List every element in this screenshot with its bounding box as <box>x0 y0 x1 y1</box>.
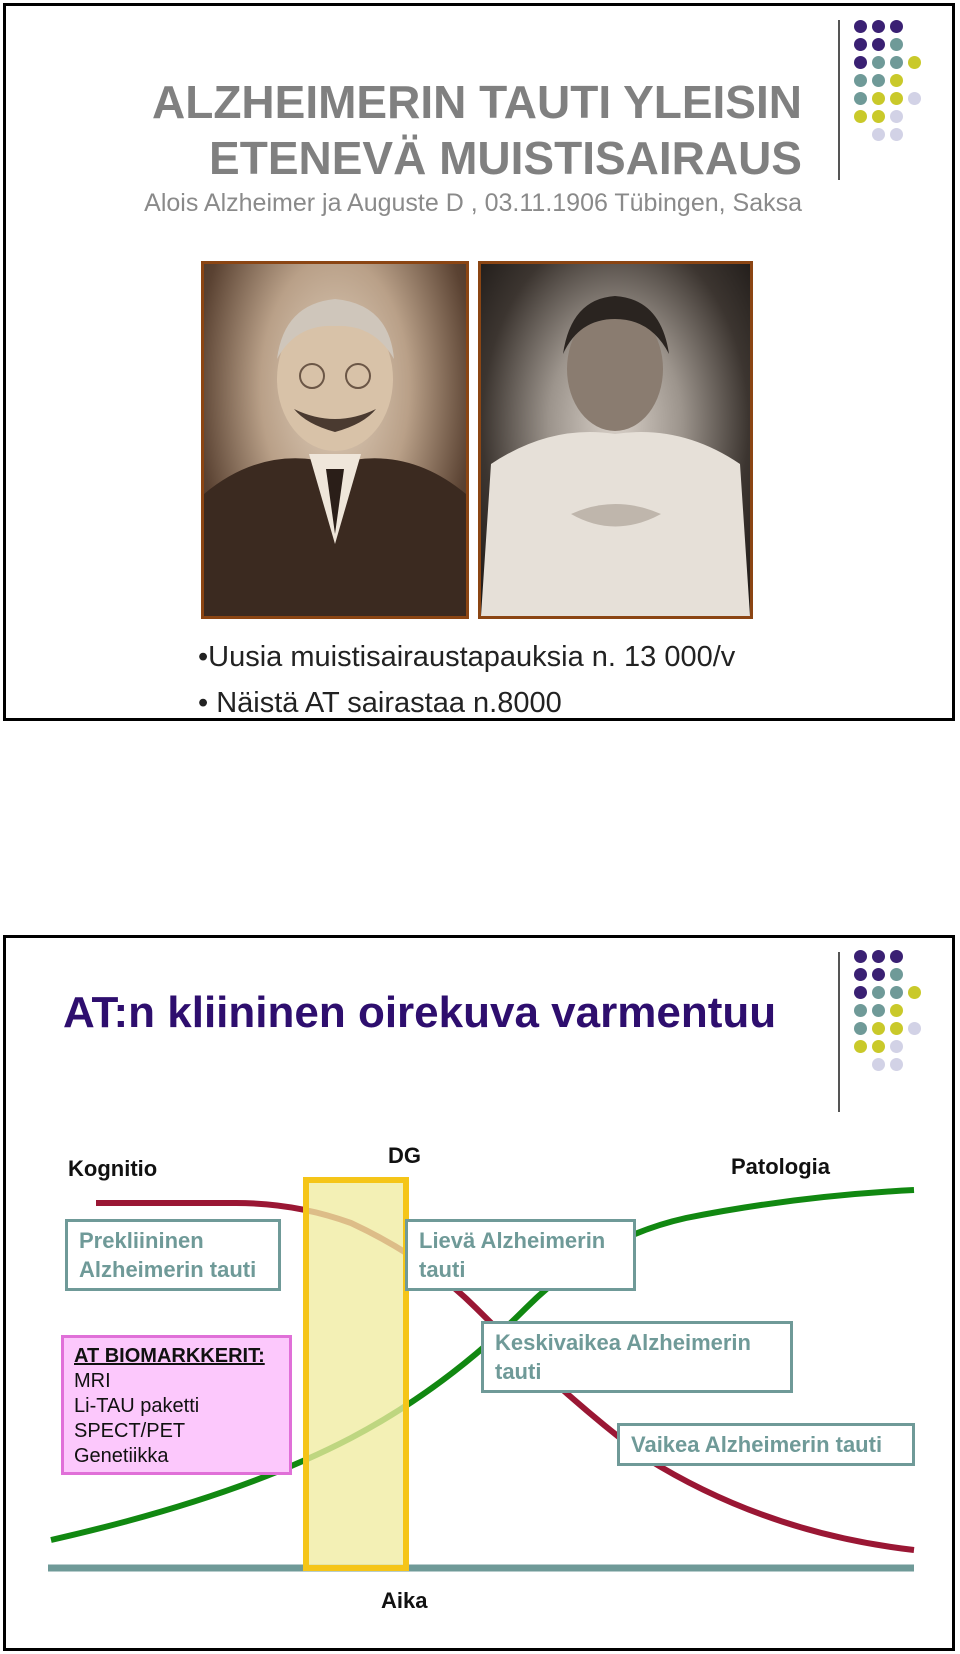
stage-preclinical <box>65 1219 281 1291</box>
decorative-dot <box>854 92 867 105</box>
decorative-dot <box>872 20 885 33</box>
stage-moderate <box>481 1321 793 1393</box>
biomarkers-heading: AT BIOMARKKERIT: <box>74 1345 265 1367</box>
decorative-dot <box>854 74 867 87</box>
bullet-item: • Näistä AT sairastaa n.8000 <box>198 687 562 719</box>
stage-text: Vaikea Alzheimerin tauti <box>631 1432 883 1457</box>
biomarker-item: SPECT/PET <box>74 1420 186 1442</box>
decorative-dot <box>908 56 921 69</box>
stage-text: Prekliininen <box>79 1228 204 1253</box>
stage-text: Lievä Alzheimerin <box>419 1228 606 1253</box>
stage-mild <box>405 1219 636 1291</box>
dg-label: DG <box>388 1143 421 1168</box>
decorative-dot <box>854 20 867 33</box>
decorative-dot <box>854 110 867 123</box>
stage-text: Keskivaikea Alzheimerin <box>495 1330 751 1355</box>
slide-1 <box>3 3 955 721</box>
decorative-dot <box>872 74 885 87</box>
photo-alois-alzheimer <box>201 261 469 619</box>
stage-text: tauti <box>495 1359 542 1384</box>
photo-auguste-d <box>478 261 753 619</box>
decorative-dot <box>890 110 903 123</box>
decorative-dot <box>890 56 903 69</box>
disease-progression-diagram <box>6 938 952 1648</box>
vertical-divider <box>838 20 840 180</box>
decorative-dot <box>890 38 903 51</box>
slide-1-bullet-list <box>198 634 735 726</box>
title-line-2: ETENEVÄ MUISTISAIRAUS <box>209 132 802 184</box>
decorative-dot <box>854 38 867 51</box>
portrait-woman-illustration <box>481 264 750 616</box>
decorative-dot <box>890 20 903 33</box>
slide-1-subtitle: Alois Alzheimer ja Auguste D , 03.11.1906 Tübingen, Saksa <box>144 189 802 217</box>
slide-2-title: AT:n kliininen oirekuva varmentuu <box>63 988 777 1037</box>
decorative-dot <box>872 110 885 123</box>
biomarker-item: Genetiikka <box>74 1445 169 1467</box>
portrait-man-illustration <box>204 264 466 616</box>
decorative-dot <box>872 56 885 69</box>
diagnosis-window <box>306 1180 406 1568</box>
pathology-label: Patologia <box>731 1154 831 1179</box>
decorative-dot <box>890 92 903 105</box>
biomarker-item: Li-TAU paketti <box>74 1395 200 1417</box>
slide-1-title <box>152 74 802 186</box>
stage-severe <box>617 1423 915 1466</box>
title-line-1: ALZHEIMERIN TAUTI YLEISIN <box>152 76 802 128</box>
biomarker-item: MRI <box>74 1370 111 1392</box>
decorative-dot <box>908 92 921 105</box>
decorative-dot <box>890 74 903 87</box>
slide-2 <box>3 935 955 1651</box>
biomarkers-box <box>61 1335 292 1475</box>
stage-text: tauti <box>419 1257 466 1282</box>
decorative-dot <box>872 128 885 141</box>
decorative-dot <box>872 38 885 51</box>
bullet-item: •Uusia muistisairaustapauksia n. 13 000/v <box>198 641 736 673</box>
time-label: Aika <box>381 1588 428 1613</box>
decorative-dot <box>890 128 903 141</box>
decorative-dot <box>872 92 885 105</box>
stage-text: Alzheimerin tauti <box>79 1257 257 1282</box>
decorative-dot <box>854 56 867 69</box>
cognition-label: Kognitio <box>68 1156 158 1181</box>
